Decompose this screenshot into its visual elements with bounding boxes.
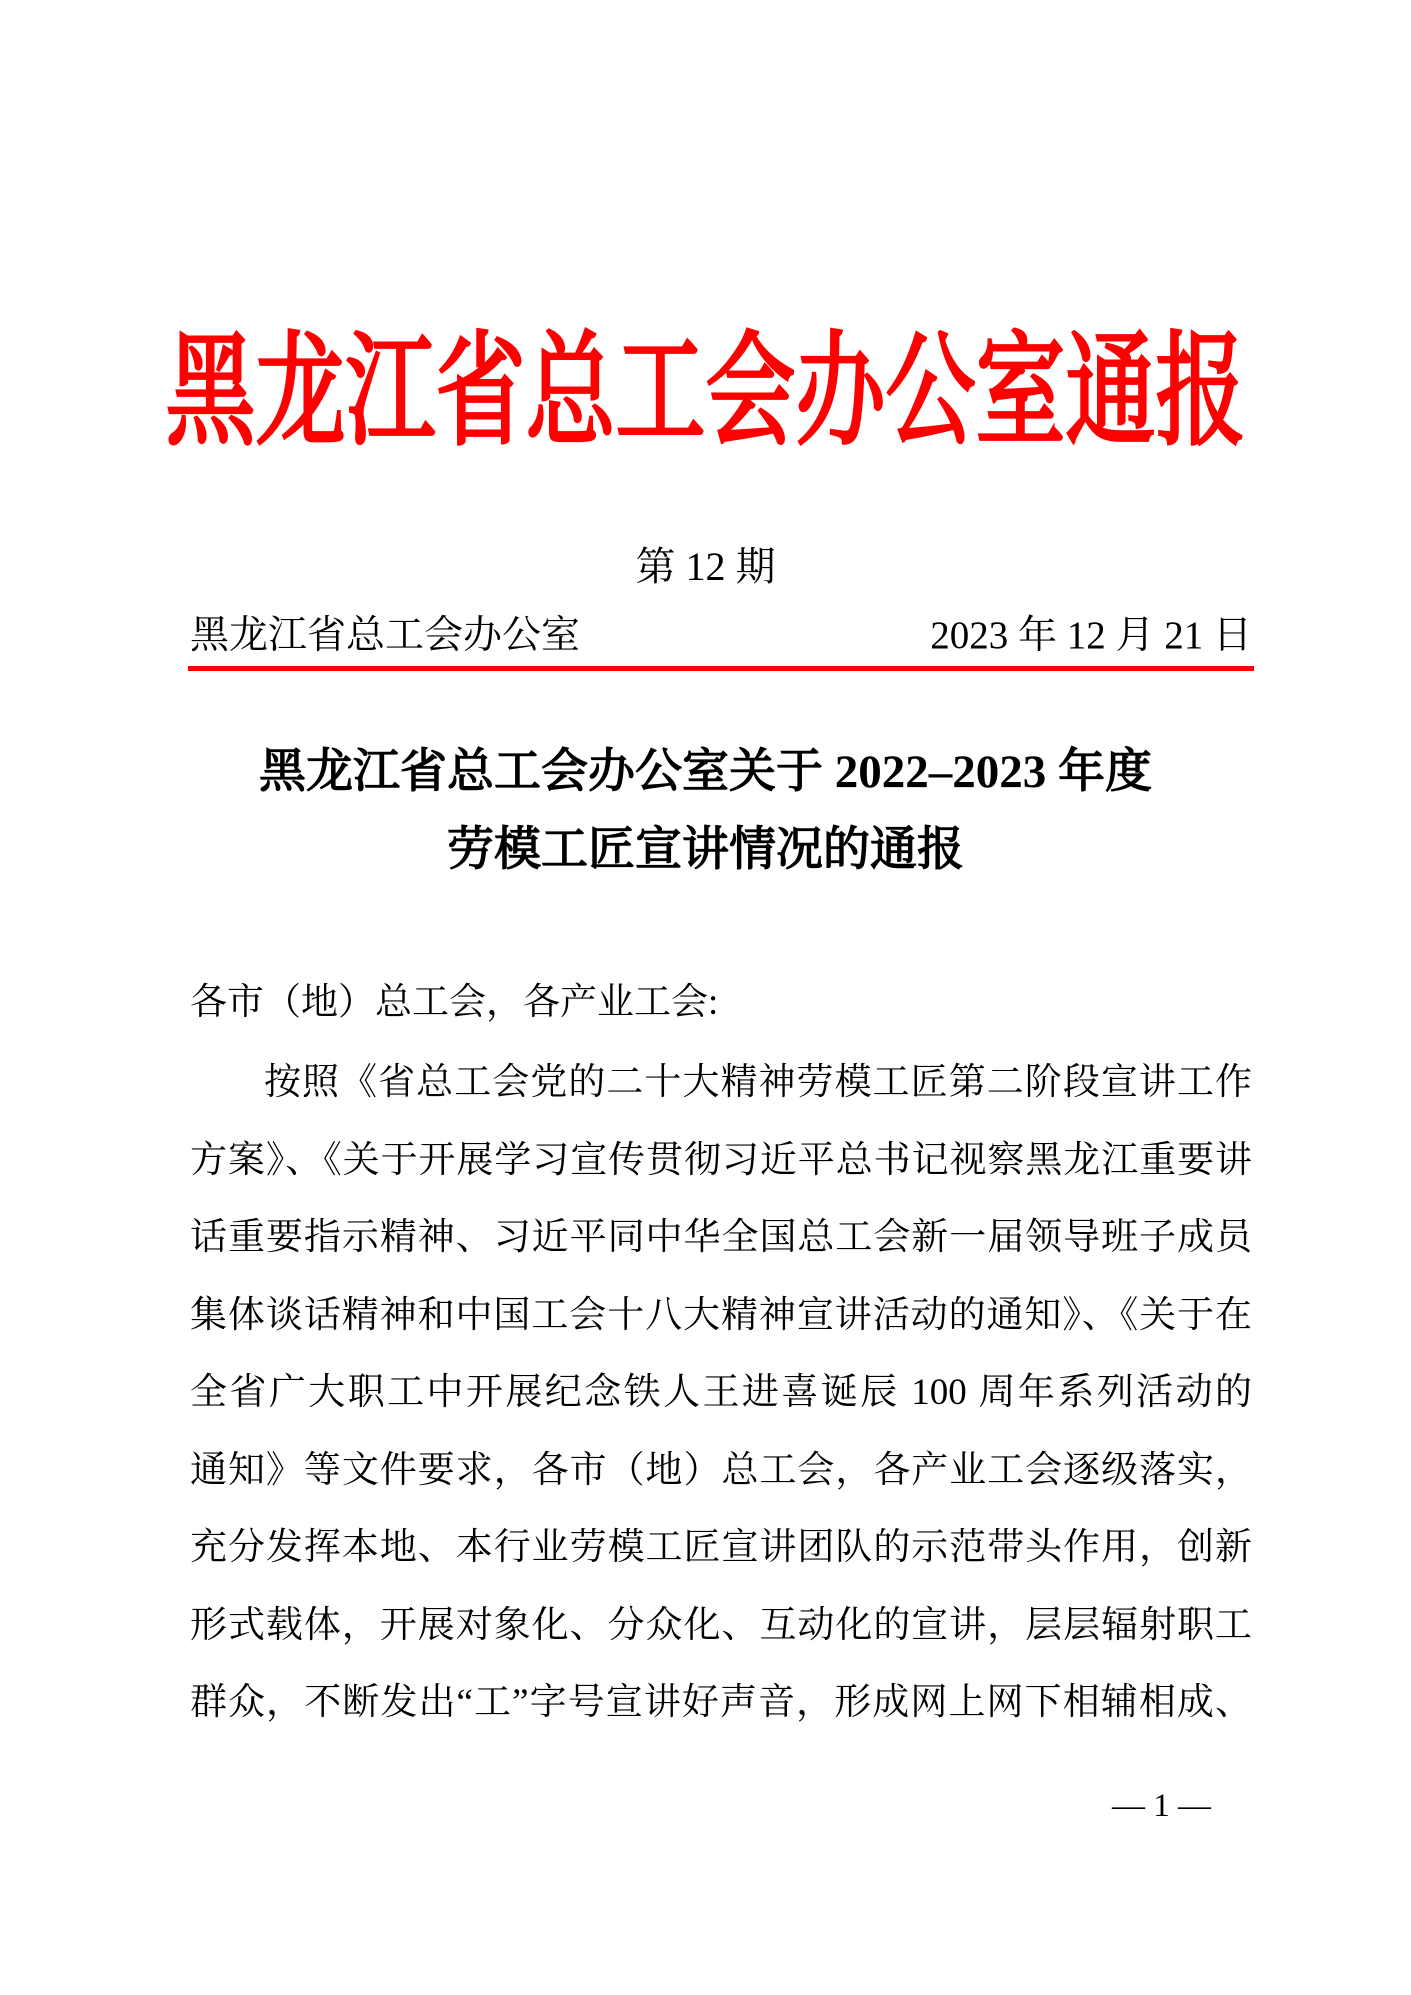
issuer-date-row [190,614,1252,658]
body-line: 形式载体，开展对象化、分众化、互动化的宣讲，层层辐射职工 [190,1604,1252,1646]
body-line: 群众，不断发出“工”字号宣讲好声音，形成网上网下相辅相成、 [190,1682,1252,1723]
page-number: — 1 — [1112,1788,1211,1824]
red-divider [188,666,1254,671]
issue-date: 2023 年 12 月 21 日 [930,614,1252,657]
body-line: 集体谈话精神和中国工会十八大精神宣讲活动的通知》、《关于在 [190,1294,1252,1336]
masthead-title: 黑龙江省总工会办公室通报 [165,325,1246,461]
document-title [0,733,1411,889]
document-title-line-2: 劳模工匠宣讲情况的通报 [447,824,964,876]
body-line: 全省广大职工中开展纪念铁人王进喜诞辰 100 周年系列活动的 [190,1372,1252,1413]
body-line: 充分发挥本地、本行业劳模工匠宣讲团队的示范带头作用，创新 [190,1527,1252,1568]
salutation-line: 各市（地）总工会，各产业工会: [190,982,719,1023]
issuer-name: 黑龙江省总工会办公室 [190,614,581,657]
document-title-line-1: 黑龙江省总工会办公室关于 2022–2023 年度 [259,746,1152,798]
body-line: 方案》、《关于开展学习宣传贯彻习近平总书记视察黑龙江重要讲 [190,1139,1252,1181]
body-line: 话重要指示精神、习近平同中华全国总工会新一届领导班子成员 [190,1217,1252,1258]
issue-number-label: 第 12 期 [635,544,776,589]
body-line: 通知》等文件要求，各市（地）总工会，各产业工会逐级落实， [190,1449,1252,1491]
body-text [190,1044,1252,1742]
body-line: 按照《省总工会党的二十大精神劳模工匠第二阶段宣讲工作 [264,1062,1252,1103]
